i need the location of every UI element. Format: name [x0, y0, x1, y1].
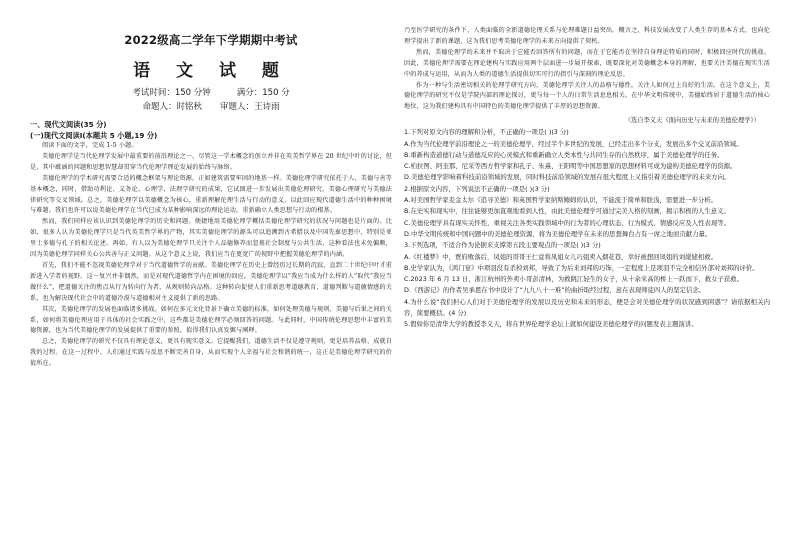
question-4: 4.为什么说“我们担心人们对于美德伦理学的发展以及历史和未来的形态，便是会对美德伦理学的状况感到困惑”？请依据相关内容，简要概括。(4 分) — [404, 297, 770, 317]
exam-meta-time-score — [30, 86, 392, 98]
question-1-option-c: C.柏拉图、阿奎那、尼采等西方哲学家和孔子、朱熹、王阳明等中国思想家的思想材料可成为建构美德伦理学的资源。 — [404, 162, 737, 171]
question-3-option-c: C.2023 年 6 月 13 日，浙江杭州的外卖小哥彭清林，为救跳江轻生的女子，从十余米高的桥上一跃而下，救女子获救。 — [404, 275, 744, 284]
question-5: 5.假如你是清华大学的教授李义天，将在世界伦理学论坛上就如何建设美德伦理学的问题发表主题演讲。 — [404, 320, 698, 329]
passage-paragraph: 乃至医学研究的条件下，人类面临的全新道德伦理关系与伦理难题日益突出。概言之，科技发展改变了人类生存的基本方式，也向伦理学提出了新的课题，这为我们思考美德伦理学的未来方向提供了契机。 — [404, 27, 770, 45]
question-1: 1.下列对原文内容的理解和分析，不正确的一项是( )(3 分) — [404, 128, 569, 137]
question-2-option-b: B.在史实和现实中，往往能够更加直观地看到人性，由此美德伦理学可通过完美人格的刻画，揭示积极的人生意义。 — [404, 207, 730, 216]
passage-paragraph: 首先，我们不能不忽视美德伦理学对于当代道德哲学的贡献。美德伦理学在历史上曾经历过长期的沉寂，直到二十世纪中叶才重新进入学者的视野。这一复兴并非偶然，而是对现代道德哲学内在困境的回应。美德伦理学以“我应当成为什么样的人”取代“我应当做什么”，把道德关注的焦点从行为转向行为者，从规则转向品格。这种转向促使人们重新思考道德教育、道德判断与道德情感的关系，也为解决现代社会中的道德冷漠与道德相对主义提供了新的思路。 — [30, 261, 392, 302]
question-2: 2.根据原文内容，下列说法不正确的一项是( )(3 分) — [404, 184, 550, 193]
passage-paragraph: 总之，美德伦理学的研究不仅具有理论意义，更具有现实意义。它提醒我们，道德生活不仅是遵守规则，更是培养品格、成就自我的过程。在这一过程中，人们通过实践与反思不断完善自身，从而实现个人幸福与社会和谐的统一，这正是美德伦理学研究的价值所在。 — [30, 338, 392, 368]
passage-paragraph: 作为一种与生活密切相关的伦理学研究方向，美德伦理学关注人的品格与德性，关注人如何过上良好的生活。在这个意义上，美德伦理学的研究不仅是学院内部的理论探讨，更与每一个人的日常生活息息相关。在中华文明传统中，美德始终居于道德生活的核心地位，这为我们建构具有中国特色的美德伦理学提供了丰厚的思想资源。 — [404, 81, 770, 111]
question-1-option-b: B.重新构造道德行动与道德反应的心灵模式和重新确立人类本性与共同生存的自然秩序，属于美德伦理学的任务。 — [404, 150, 724, 159]
passage-paragraph: 然而，我们同样应该认识到美德伦理学的历史和问题。便捷地用美德伦理学概括美德伦理学研究的状况与问题也是片面的。比如，很多人认为美德伦理学只是当代英美哲学界的产物，其实美德伦理学的源头可以追溯到古希腊以及中国先秦思想中，特别是亚里士多德与孔子的相关论述。再如，有人以为美德伦理学只关注个人品德修养而忽视社会制度与公共生活，这种看法也未免偏颇，因为美德伦理学同样关心公共善与正义问题。从这个意义上说，我们应当在更宽广的视野中把握美德伦理学的内涵。 — [30, 218, 392, 259]
reading-instruction: 阅读下面的文字，完成 1-5 小题。 — [42, 142, 138, 149]
question-2-option-c: C.美德伦理学具有现实关怀性，重视关注各类实践领域中的行为者的心理状态、行为模式、情感反应及人性表现等。 — [404, 218, 731, 227]
section-heading: 一、现代文阅读(35 分) — [30, 120, 107, 129]
exam-meta-authors — [30, 100, 392, 112]
passage-source: （选自李义天《面向历史与未来的美德伦理学》） — [624, 117, 760, 125]
subject-title: 语 文 试 题 — [133, 61, 289, 81]
right-column — [404, 26, 770, 556]
exam-title: 2022级高二学年下学期期中考试 — [124, 33, 298, 47]
subsection-heading: (一)现代文阅读Ⅰ(本题共 5 小题,19 分) — [30, 131, 158, 140]
passage-paragraph: 美德伦理学是当代伦理学发展中最重要的前沿理论之一。尽管这一学术概念的创立并非在英美哲学界在 20 世纪中叶的讨论，但是，其中蕴涵的问题和思想智慧却贯穿当代伦理学理论发展的始终与脉络。 — [30, 152, 392, 171]
question-2-option-d: D.中华文明传统和中国问题中的美德伦理资源，将为美德伦理学在未来的思想舞台占有一席之地而贡献力量。 — [404, 229, 712, 238]
passage-paragraph: 其次，美德伦理学的发展也面临诸多挑战。如何在多元文化背景下确立美德的标准，如何处理美德与规则、美德与后果之间的关系，如何将美德伦理应用于具体的社会实践之中，这些都是美德伦理学必须回答的问题。与此同时，中国传统伦理思想中丰富的美德资源，也为当代美德伦理学的发展提供了重要的参照，值得我们认真发掘与阐释。 — [30, 305, 392, 335]
question-3-option-d: D.《西游记》的作者吴承恩在书中设计了“九九八十一难”的曲折取经过程，意在表现师徒四人的坚定信念。 — [404, 286, 706, 295]
exam-score: 满分：150 分 — [236, 88, 290, 98]
question-1-option-d: D.美德伦理学影响着科技前沿领域的发展，同时科技前沿领域的发展在很大程度上又指引着美德伦理学的未来方向。 — [404, 173, 731, 182]
left-column — [30, 28, 392, 554]
exam-setter: 命题人：时铭秋 — [142, 102, 202, 112]
exam-reviewer: 审题人：王诗雨 — [220, 102, 280, 112]
question-3-option-b: B.史学家认为，《鸿门宴》中项羽没有杀掉刘邦，导致了为后来刘邦的巧饰，一定程度上是项羽不完全相信外部对刘邦的评价。 — [404, 263, 759, 272]
question-1-option-a: A.作为当代伦理学前沿理论之一的美德伦理学，经过半个多世纪的发展，已经走出多个分支，发展出多个交叉前沿领域。 — [404, 139, 743, 148]
exam-time: 考试时间：150 分钟 — [132, 88, 211, 98]
passage-paragraph: 美德伦理学的学术研究需要合适的概念框架与理论资源，正如建筑需要牢固的地基一样。美德伦理学研究依托于人、美德与善等基本概念，同时，借助功利论、义务论、心理学、法理学研究的成果，它试图进一步发展出美德伦理研究、美德心理研究与美德法律研究等交叉领域。总之，美德伦理学以美德概念为核心，重新理解伦理生活与行动的意义，以此回应现代道德生活中的种种困境与难题。我们也许可以说美德伦理学在当代已成为某种影响深远的理论运动，重新确立人类思想与行动的根基。 — [30, 174, 392, 215]
question-2-option-a: A.对美国哲学家麦金太尔《追寻美德》和英国哲学家纳斯鲍姆的认识，不能流于简单和肤浅，需要进一步分析。 — [404, 196, 718, 205]
question-3-option-a: A.《红楼梦》中，贾府败落后，凤姐的哥哥王仁竟将凤姐女儿巧姐卖入烟花巷，幸好被想回凤姐的刘姥姥相救。 — [404, 252, 718, 261]
passage-paragraph: 然而，美德伦理学的未来并不取决于它能否回答所有的问题，而在于它能否在坚持自身理论特质的同时，积极回应时代的挑战。因此，美德伦理学需要在理论建构与实践应用两个层面进一步展开探索，既要深化对美德概念本身的理解，也要关注美德在现实生活中的养成与运用，从而为人类的道德生活提供切实可行的指引与深刻的理论反思。 — [404, 48, 770, 78]
question-3: 3.下列选项，不适合作为论据来支撑第五段主要观点的一项是( )(3 分) — [404, 241, 601, 250]
